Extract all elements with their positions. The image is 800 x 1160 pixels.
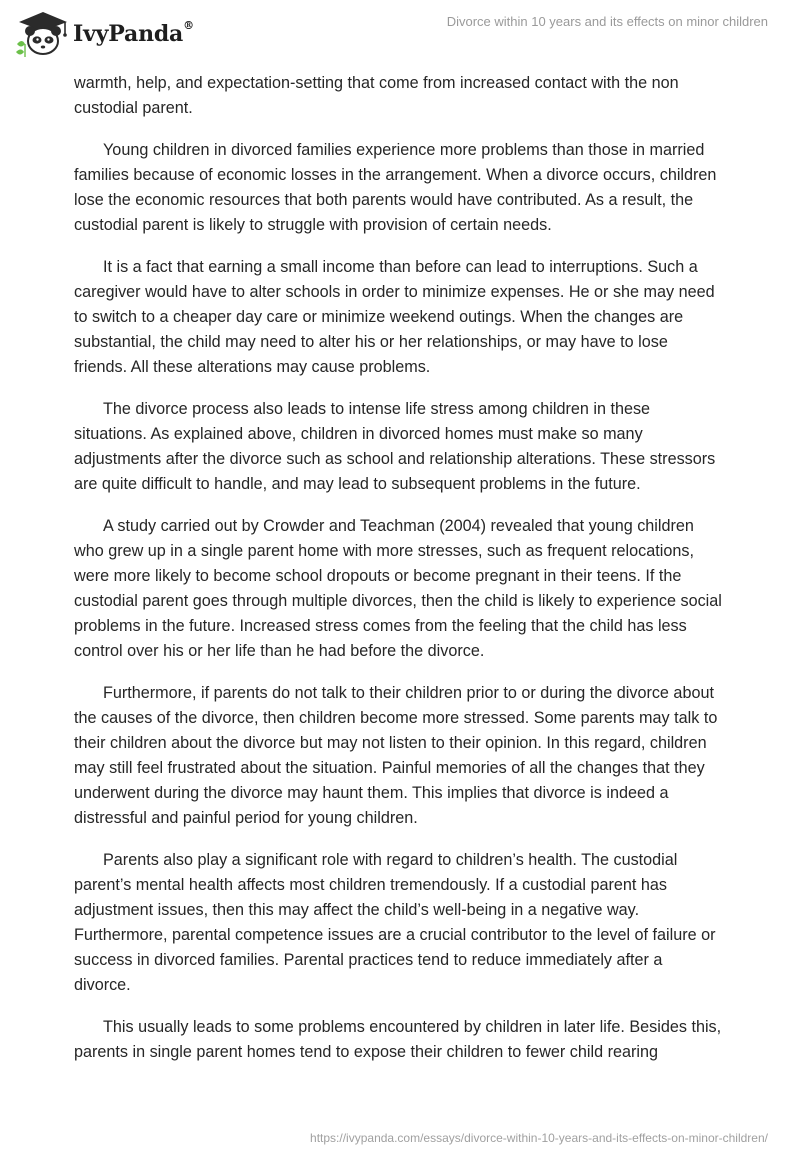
page-header <box>0 0 800 70</box>
paragraph: This usually leads to some problems encountered by children in later life. Besides this, parents in single parent homes tend to expose their children to fewer child rearing <box>74 1018 722 1061</box>
paragraph: Parents also play a significant role with regard to children’s health. The custodial parent’s mental health affects most children tremendously. If a custodial parent has adjustment issues, then this may affect the child’s well-being in a negative way. Furthermore, parental competence issues are a crucial contributor to the level of failure or success in divorced families. Parental practices tend to reduce immediately after a divorce. <box>74 851 716 994</box>
source-url-link[interactable]: https://ivypanda.com/essays/divorce-within-10-years-and-its-effects-on-minor-children/ <box>310 1131 768 1145</box>
paragraph: The divorce process also leads to intense life stress among children in these situations. As explained above, children in divorced homes must make so many adjustments after the divorce such as school and relationship alterations. These stressors are quite difficult to handle, and may lead to subsequent problems in the future. <box>74 400 716 493</box>
document-title: Divorce within 10 years and its effects on minor children <box>446 14 768 29</box>
paragraph: It is a fact that earning a small income than before can lead to interruptions. Such a caregiver would have to alter schools in order to minimize expenses. He or she may need to switch to a cheaper day care or minimize weekend outings. When the changes are substantial, the child may need to alter his or her relationships, or may have to lose friends. All these alterations may cause problems. <box>74 258 715 376</box>
essay-body <box>74 71 722 1082</box>
paragraph: Young children in divorced families experience more problems than those in married families because of economic losses in the arrangement. When a divorce occurs, children lose the economic resources that both parents would have contributed. As a result, the custodial parent is likely to struggle with provision of certain needs. <box>74 141 717 234</box>
brand-name: IvyPanda® <box>73 18 194 47</box>
paragraph: A study carried out by Crowder and Teachman (2004) revealed that young children who grew up in a single parent home with more stresses, such as frequent relocations, were more likely to become school dropouts or become pregnant in their teens. If the custodial parent goes through multiple divorces, then the child is likely to experience social problems in the future. Increased stress comes from the feeling that the child has less control over his or her life than he had before the divorce. <box>74 517 722 660</box>
panda-graduate-icon <box>13 8 69 58</box>
paragraph: warmth, help, and expectation-setting that come from increased contact with the non custodial parent. <box>74 74 679 117</box>
paragraph: Furthermore, if parents do not talk to their children prior to or during the divorce about the causes of the divorce, then children become more stressed. Some parents may talk to their children about the divorce but may not listen to their opinion. In this regard, children may still feel frustrated about the situation. Painful memories of all the changes that they underwent during the divorce may haunt them. This implies that divorce is indeed a distressful and painful period for young children. <box>74 684 718 827</box>
ivypanda-logo[interactable] <box>13 8 194 58</box>
